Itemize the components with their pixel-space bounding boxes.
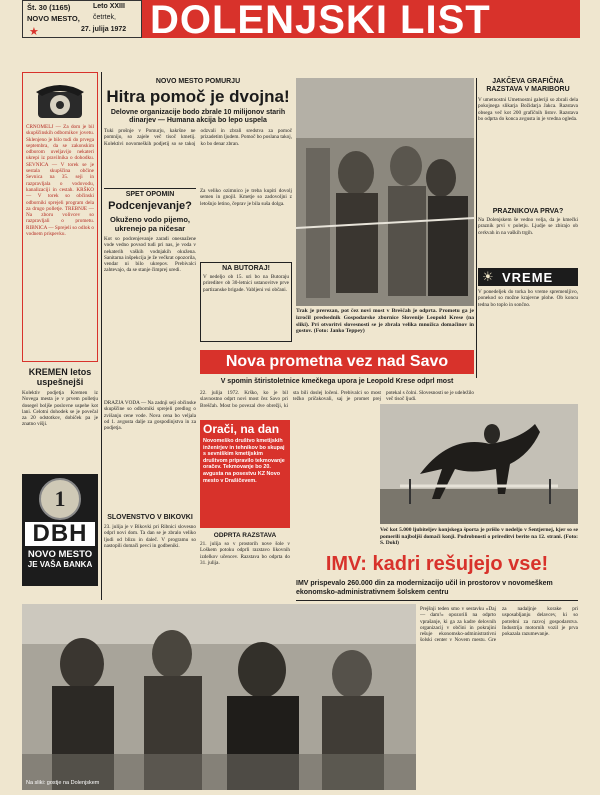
horse-caption: Več kot 5.000 ljubiteljev konjskega športa je prišlo v nedeljo v Šentjernej, kjer so se pomerili najboljši domači konji. Podrobnosti o prireditvi berite na 12. strani. (Foto: S. Dokl) <box>380 527 578 547</box>
sun-icon: ☀ <box>482 269 494 284</box>
weather-title: VREME <box>502 270 554 285</box>
spet-opomin-title: Podcenjevanje? <box>108 200 192 212</box>
main-story-title: Hitra pomoč je dvojna! <box>106 87 290 106</box>
masthead <box>22 0 580 42</box>
masthead-year: Leto XXIII <box>93 3 125 10</box>
bank-ad <box>22 474 98 586</box>
guests-photo <box>22 604 416 790</box>
odprta-razstava <box>200 532 290 596</box>
nova-prometna-title: Nova prometna vez nad Savo <box>200 350 474 374</box>
guests-photo-caption: Na sliki: gostje na Dolenjskem <box>26 780 100 786</box>
oraci-title: Orači, na dan <box>203 422 280 436</box>
column-divider <box>101 72 102 600</box>
buttons-column-text: Za veliko ozimnico je treba kupiti dovolj semen in gnojil. Kmetje so zadovoljni z letošnjo letino, čeprav je bila suša dolga. <box>200 188 292 207</box>
phone-ad-box <box>22 72 98 362</box>
horse-jump-photo <box>380 404 578 524</box>
masthead-place: NOVO MESTO, <box>27 14 80 23</box>
bank-line1: NOVO MESTO <box>27 549 93 560</box>
praznikova-text: Na Dolenjskem še vedno velja, da je kmečki praznik prvi v poletju. Ljudje se zbirajo ob cerkvah in na vaških trgih. <box>478 217 578 236</box>
kremen-text: Kolektiv podjetja Kremen iz Novega mesta je v prvem polletju dosegel boljše poslovne uspehe kot lani. Celotni dohodek se je povečal za 20 odstotkov, dobiček pa je znatno višji. <box>22 390 98 428</box>
oraci-box <box>200 420 290 528</box>
slovenstvo-text: 23. julija je v Bikovki pri Ribnici slovesno odprl novi dom. Ta dan se je zbralo veliko ljudi od blizu in daleč. V programu so nastopili domači pevci in godbeniki. <box>104 524 196 549</box>
masthead-info-box <box>22 0 142 38</box>
jakceva-text: V umetnostni Umetnostni galeriji so zbrali dela pokojnega slikarja Božidarja Jakca. Razstava obsega več kot 200 grafičnih listov. Razstava bo odprta do konca avgusta in je vredna ogleda. <box>478 97 578 122</box>
main-story-subtitle: Delovne organizacije bodo zbrale 10 milijonov starih dinarjev — Humana akcija bo lepo uspela <box>110 109 286 124</box>
phone-icon <box>34 78 86 120</box>
coin-icon: 1 <box>39 478 81 520</box>
ribbon-photo-caption: Trak je prerezan, pot čez novi most v Breščah je odprta. Prometu ga je izročil predsednik Gospodarske zbornice Slovenije Leopold Krese (na sliki). Pri otvoritvi slovesnosti se je zbrala velika množica domačinov in gostov. (Foto: Janko Teppey) <box>296 308 474 335</box>
spet-opomin-kicker: SPET OPOMIN <box>104 188 196 198</box>
slovenstvo <box>104 514 196 600</box>
masthead-day: četrtek, <box>93 14 116 21</box>
kremen-box <box>22 367 98 467</box>
jakceva <box>478 78 578 206</box>
main-story-kicker: NOVO MESTO POMURJU <box>155 78 241 85</box>
spet-opomin <box>104 188 196 393</box>
imv-title: IMV: kadri rešujejo vse! <box>325 553 549 575</box>
drazja-voda <box>104 400 196 512</box>
column-divider <box>476 78 477 378</box>
weather-header <box>478 268 578 286</box>
drazja-voda-text: DRAŽJA VODA — Na zadnji seji občinske skupščine so odborniki sprejeli predlog o zvišanju cene vode. Nova cena bo veljala od 1. avgusta dalje za gospodinjstva in za podjetja. <box>104 400 196 432</box>
nova-prometna-subtitle: V spomin štiristoletnice kmečkega upora je Leopold Krese odprl most <box>220 378 454 385</box>
na-butoraj-text: V nedeljo ob 15. uri bo na Butoraju prireditev ob 30-letnici ustanovitve prve partizanske brigade. Vabljeni vsi občani. <box>203 274 289 293</box>
imv-text: Prejšnji teden smo v sestavku »Daj — dam!« opozorili na odprto vprašanje, ki ga za kadre delovnih organizacij v občini in pokrajini rešuje ekonomsko-administrativni šolski center v Novem mestu. Gre za nadaljnje korake pri usposabljanju delavcev, ki so potrebni za razvoj gospodarstva. Industrija motornih vozil je prva pokazala razumevanje. <box>420 606 578 644</box>
issue-number: Št. 30 (1165) <box>27 3 71 12</box>
weather-text: V ponedeljek do torka bo vreme spremenljivo, ponekod so možne krajevne plohe. Ob koncu tedna bo toplo in sončno. <box>478 289 578 308</box>
ribbon-cutting-photo <box>296 78 474 306</box>
jakceva-title: JAKČEVA GRAFIČNA RAZSTAVA V MARIBORU <box>486 78 570 93</box>
bank-line2: JE VAŠA BANKA <box>27 560 93 569</box>
masthead-date: 27. julija 1972 <box>81 26 127 33</box>
oraci-text: Novomeško društvo kmetijskih inženirjev in tehnikov bo skupaj s sevniškim kmetijskim društvom pripravilo tekmovanje oračev. Tekmovanje bo 20. avgusta na posestvu KZ Novo mesto v Drašičevem. <box>203 438 285 484</box>
imv-subtitle: IMV prispevalo 260.000 din za modernizacijo učil in prostorov v novomeškem ekonomsko-administrativnem šolskem centru <box>296 580 553 596</box>
star-icon: ★ <box>29 26 39 38</box>
nova-prometna-text: 22. julija 1972. Krško, ko je bil slavnostno odprt novi most čez Savo pri Breščah. Most bo povezal dve obrežji, ki sta bili doslej ločeni. Prebivalci so most težko pričakovali, saj je promet prej potekal s čolni. Slovesnosti se je udeležilo več tisoč ljudi. <box>200 390 474 409</box>
kremen-title: KREMEN letos uspešnejši <box>28 367 92 387</box>
na-butoraj <box>200 262 292 342</box>
spet-opomin-text: Kot so podcenjevanje zaradi onesnažene vode vedno povsod tudi pri nas, je voda v nekaterih vaških vodnjakih okužena. Sanitarna inšpekcija je že večkrat opozorila, vendar ni bilo ukrepov. Prebivalci zahtevajo, da se stanje čimprej uredi. <box>104 236 196 274</box>
slovenstvo-title: SLOVENSTVO V BIKOVKI <box>107 514 193 521</box>
newspaper-title: DOLENJSKI LIST <box>150 0 491 42</box>
bank-brand: DBH <box>25 522 95 546</box>
imv-rule <box>296 600 578 601</box>
odprta-razstava-text: 21. julija so v prostorih nove šole v Loškem potoku odprli razstavo likovnih izdelkov učencev. Razstava bo odprta do 31. julija. <box>200 541 290 566</box>
phone-ad-text: ČRNOMELJ — Za dom je bil skupščinskih odbornikov jovetu. Sklenjeno je bilo tudi do prvega septembra, da se zakonskim odborom uveljavijo nekateri ukrepi iz pravilnika o dohodku. SEVNICA — V torek se je sestala skupščina občine Sevnica na 35. seji in razpravljala o vodovodu, kanalizaciji in cestah. KRŠKO — V torek so občinski odborniki sprejeli program dela za drugo polletje. TREBNJE — Na zboru volivcev so razpravljali o prometu. RIBNICA — Sprejeli so odlok o vodnem prispevku. <box>26 124 94 238</box>
praznikova <box>478 208 578 266</box>
odprta-razstava-title: ODPRTA RAZSTAVA <box>213 532 277 539</box>
na-butoraj-title: NA BUTORAJ! <box>222 265 270 272</box>
weather-box <box>478 268 578 376</box>
praznikova-title: PRAZNIKOVA PRVA? <box>492 208 564 215</box>
spet-opomin-subtitle: Okuženo vodo pijemo, ukrenejo pa ničesar <box>109 215 190 233</box>
main-story-text: Tuki prošnje v Pomurju, kakršne ne pomnijo, so zajele več tisoč kmetij. Kolektivi novomeških podjetij so se takoj odzvali in zbrali sredstva za pomoč prizadetim ljudem. Pomoč bo poslana takoj, ko bo denar zbran. <box>104 128 292 147</box>
